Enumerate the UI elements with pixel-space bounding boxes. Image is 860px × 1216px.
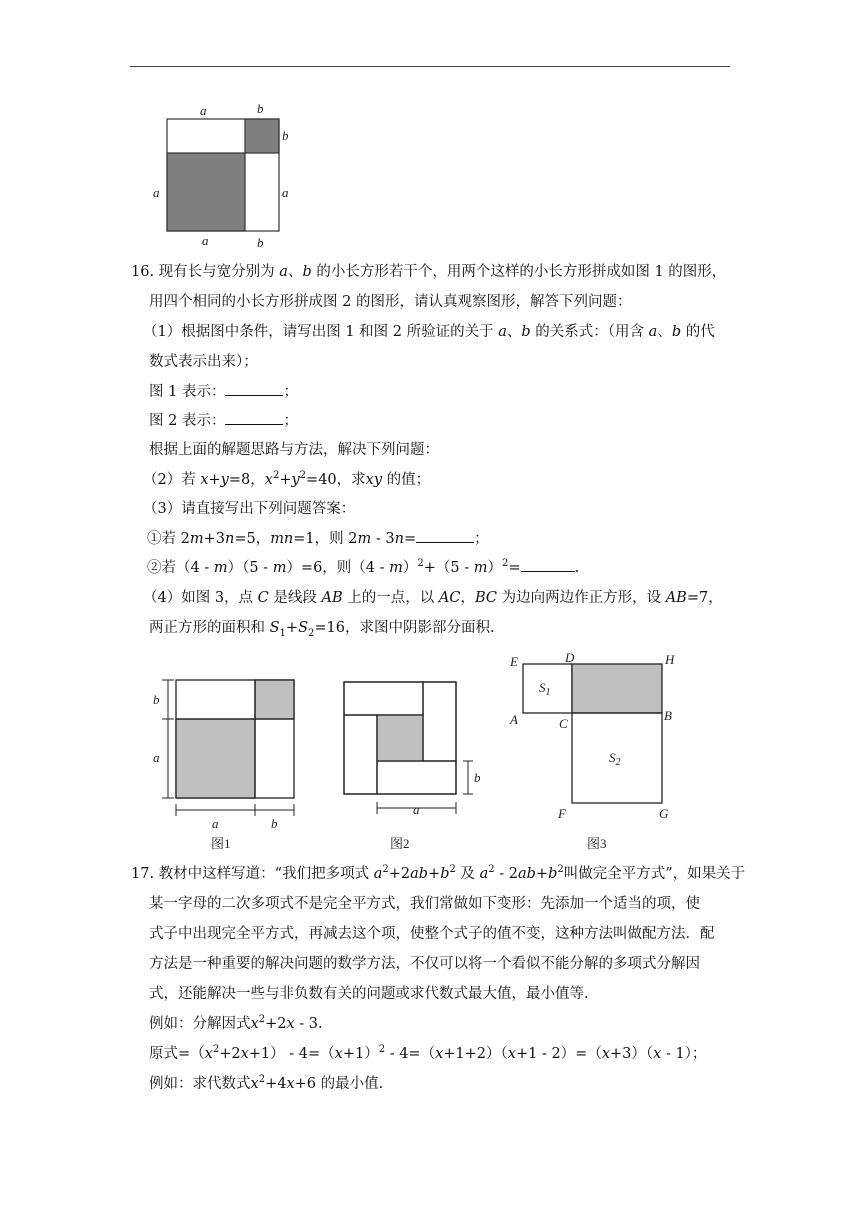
svg-text:a: a xyxy=(202,233,209,248)
svg-text:a: a xyxy=(282,185,289,200)
fig2-caption: 图2 xyxy=(390,836,410,851)
q16-fig2-answer: 图 2 表示： ； xyxy=(149,413,298,429)
figure-3 xyxy=(505,650,690,850)
q16-part-3: （3）请直接写出下列问题答案： xyxy=(143,501,356,517)
svg-text:a: a xyxy=(413,802,420,817)
top-figure xyxy=(140,95,320,255)
svg-text:b: b xyxy=(474,770,481,785)
q16-fig1-answer: 图 1 表示： ； xyxy=(149,384,298,400)
q17-line-4: 方法是一种重要的解决问题的数学方法，不仅可以将一个看似不能分解的多项式分解因 xyxy=(149,956,700,972)
shaded-square-small xyxy=(245,119,279,153)
q17-line-1: 17. 教材中这样写道：“我们把多项式 $a^2+2ab+b^2$ 及 $a^2 - 2ab+b^2$叫做完全平方式”，如果关于 xyxy=(131,864,746,882)
svg-text:H: H xyxy=(665,652,675,667)
svg-text:C: C xyxy=(559,716,568,731)
q16-line-7: 根据上面的解题思路与方法，解决下列问题： xyxy=(149,442,439,458)
fig1-caption: 图1 xyxy=(211,836,231,851)
svg-text:b: b xyxy=(153,692,160,707)
q17-example-2: 例如：求代数式$x^2+4x+6$ 的最小值. xyxy=(149,1074,384,1092)
shaded-square-large xyxy=(167,153,245,231)
q17-line-5: 式，还能解决一些与非负数有关的问题或求代数式最大值，最小值等. xyxy=(149,986,589,1002)
q17-original-expression: 原式$=(x^2+2x+1) - 4=(x+1)^2 - 4=(x+1+2)(x+1 - 2)=(x+3)(x - 1)$； xyxy=(149,1044,707,1062)
svg-text:A: A xyxy=(510,712,518,727)
svg-text:D: D xyxy=(565,650,575,665)
svg-text:S2: $S_2$ xyxy=(609,750,621,768)
q17-line-2: 某一字母的二次多项式不是完全平方式，我们常做如下变形：先添加一个适当的项，使 xyxy=(149,896,700,912)
fig1-shaded-large xyxy=(176,719,255,798)
svg-text:B: B xyxy=(664,708,672,723)
figure-2 xyxy=(330,672,500,852)
q16-part-2: （2）若 x+y=8，$x^2+y^2=40$，求xy 的值； xyxy=(143,470,431,488)
header-rule xyxy=(130,66,730,67)
svg-text:G: G xyxy=(659,806,669,821)
fig3-shaded-rect xyxy=(572,664,662,713)
svg-text:b: b xyxy=(257,101,264,116)
q17-example-1: 例如：分解因式$x^2+2x - 3$. xyxy=(149,1014,323,1032)
q16-line-2: 用四个相同的小长方形拼成图 2 的图形，请认真观察图形，解答下列问题： xyxy=(149,294,632,310)
fig2-shaded-center xyxy=(377,715,423,761)
svg-text:b: b xyxy=(282,128,289,143)
svg-text:E: E xyxy=(510,654,518,669)
svg-text:a: a xyxy=(153,185,160,200)
fig1-shaded-small xyxy=(255,680,294,719)
svg-text:F: F xyxy=(558,806,566,821)
figure-1 xyxy=(148,672,308,852)
q16-part-4-line-2: 两正方形的面积和 $S_1+S_2=16$，求图中阴影部分面积. xyxy=(149,620,495,639)
fig3-caption: 图3 xyxy=(587,836,607,851)
q17-line-3: 式子中出现完全平方式，再减去这个项，使整个式子的值不变，这种方法叫做配方法．配 xyxy=(149,926,715,942)
q16-line-1: 16. 现有长与宽分别为 a、b 的小长方形若干个，用两个这样的小长方形拼成如图 1 的图形， xyxy=(131,264,727,280)
svg-text:S1: $S_1$ xyxy=(539,680,551,698)
q16-line-3: （1）根据图中条件，请写出图 1 和图 2 所验证的关于 a、b 的关系式：（用含 a、b 的代 xyxy=(143,324,715,340)
q16-line-4: 数式表示出来）； xyxy=(149,354,258,370)
q16-part-3-item-2: ②若（4 - m）（5 - m）=6，则（4 - m）$^2$+（5 - m）$^2$= . xyxy=(147,558,580,576)
q16-part-4: （4）如图 3，点 C 是线段 AB 上的一点，以 AC，BC 为边向两边作正方形，设 AB=7， xyxy=(143,590,723,606)
svg-text:a: a xyxy=(153,750,160,765)
svg-text:a: a xyxy=(200,103,207,118)
svg-text:b: b xyxy=(271,816,278,831)
svg-text:a: a xyxy=(212,816,219,831)
q16-part-3-item-1: ①若 2m+3n=5，mn=1，则 2m - 3n= ； xyxy=(147,531,489,547)
svg-text:b: b xyxy=(257,235,264,250)
